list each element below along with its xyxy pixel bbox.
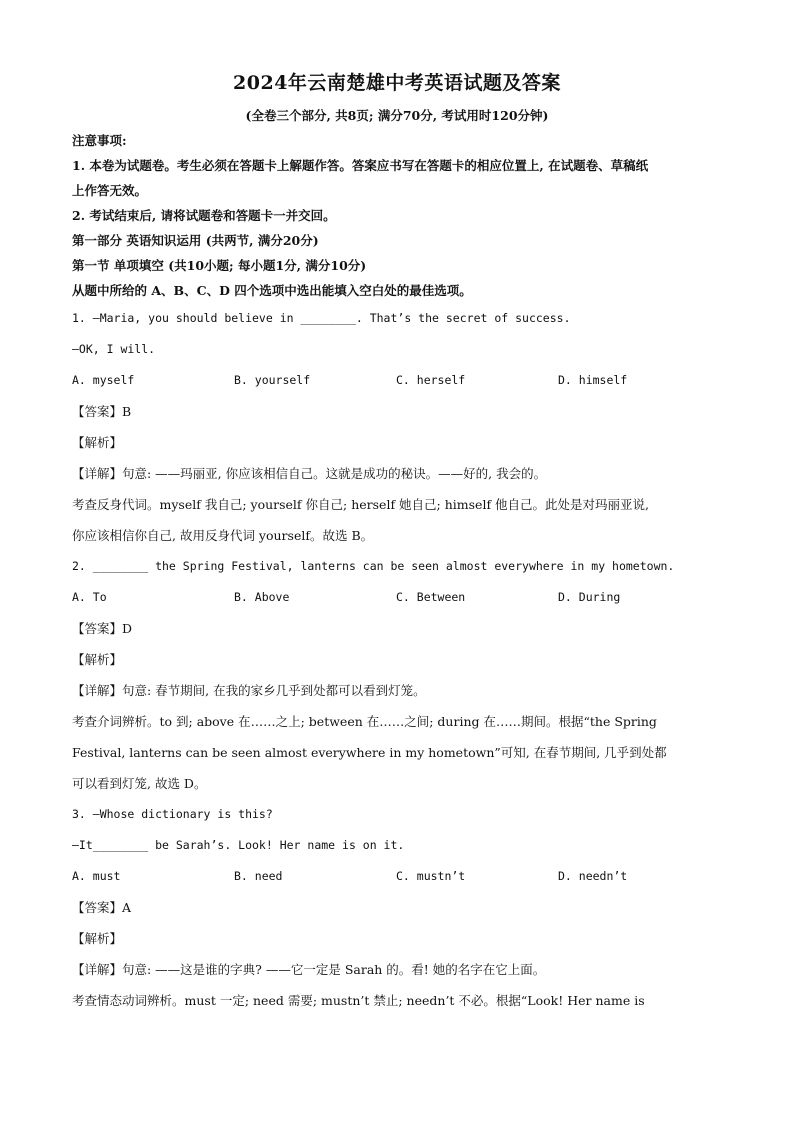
q3-answer: 【答案】A xyxy=(72,900,132,915)
q3-analysis-label: 【解析】 xyxy=(72,931,123,946)
q2-detail: 【详解】句意: 春节期间, 在我的家乡几乎到处都可以看到灯笼。 xyxy=(72,683,426,698)
q2-option-d: D. During xyxy=(558,590,621,604)
q1-response: —OK, I will. xyxy=(72,342,156,356)
document-title: 2024年云南楚雄中考英语试题及答案 xyxy=(233,72,561,94)
document-body xyxy=(72,128,727,1016)
q3-option-c: C. mustn’t xyxy=(396,869,466,883)
q2-options xyxy=(72,582,727,613)
document-subtitle: (全卷三个部分, 共8页; 满分70分, 考试用时120分钟) xyxy=(245,108,549,123)
q1-options xyxy=(72,365,727,396)
q2-explanation-line-2: Festival, lanterns can be seen almost everywhere in my hometown”可知, 在春节期间, 几乎到处都 xyxy=(72,745,667,760)
q2-option-c: C. Between xyxy=(396,590,466,604)
q2-explanation-line-1: 考查介词辨析。to 到; above 在……之上; between 在……之间; during 在……期间。根据“the Spring xyxy=(72,714,657,729)
q2-option-a: A. To xyxy=(72,590,107,604)
q1-explanation-line-2: 你应该相信你自己, 故用反身代词 yourself。故选 B。 xyxy=(72,528,374,543)
q2-option-b: B. Above xyxy=(234,590,290,604)
q1-analysis-label: 【解析】 xyxy=(72,435,123,450)
q1-option-c: C. herself xyxy=(396,373,466,387)
part-1-heading: 第一部分 英语知识运用 (共两节, 满分20分) xyxy=(72,233,319,248)
q3-option-d: D. needn’t xyxy=(558,869,628,883)
section-1-heading: 第一节 单项填空 (共10小题; 每小题1分, 满分10分) xyxy=(72,258,367,273)
q2-explanation-line-3: 可以看到灯笼, 故选 D。 xyxy=(72,776,207,791)
q1-option-d: D. himself xyxy=(558,373,628,387)
q1-stem: 1. —Maria, you should believe in ________. That’s the secret of success. xyxy=(72,311,571,325)
q3-detail: 【详解】句意: ——这是谁的字典? ——它一定是 Sarah 的。看! 她的名字在它上面。 xyxy=(72,962,546,977)
notice-item-1-line-1: 1. 本卷为试题卷。考生必须在答题卡上解题作答。答案应书写在答题卡的相应位置上, 在试题卷、草稿纸 xyxy=(72,158,649,173)
q3-response: —It________ be Sarah’s. Look! Her name is on it. xyxy=(72,838,405,852)
notice-heading: 注意事项: xyxy=(72,133,127,148)
instruction: 从题中所给的 A、B、C、D 四个选项中选出能填入空白处的最佳选项。 xyxy=(72,283,472,298)
q2-answer: 【答案】D xyxy=(72,621,133,636)
q3-option-a: A. must xyxy=(72,869,121,883)
q1-answer: 【答案】B xyxy=(72,404,132,419)
q1-option-a: A. myself xyxy=(72,373,135,387)
q1-explanation-line-1: 考查反身代词。myself 我自己; yourself 你自己; herself 她自己; himself 他自己。此处是对玛丽亚说, xyxy=(72,497,650,512)
q3-explanation-line-1: 考查情态动词辨析。must 一定; need 需要; mustn’t 禁止; needn’t 不必。根据“Look! Her name is xyxy=(72,993,645,1008)
q2-stem: 2. ________ the Spring Festival, lanterns can be seen almost everywhere in my hometown. xyxy=(72,559,675,573)
q1-detail: 【详解】句意: ——玛丽亚, 你应该相信自己。这就是成功的秘诀。——好的, 我会的。 xyxy=(72,466,547,481)
q3-options xyxy=(72,861,727,892)
notice-item-1-line-2: 上作答无效。 xyxy=(72,183,148,198)
notice-item-2: 2. 考试结束后, 请将试题卷和答题卡一并交回。 xyxy=(72,208,336,223)
q3-option-b: B. need xyxy=(234,869,283,883)
q2-analysis-label: 【解析】 xyxy=(72,652,123,667)
q3-stem: 3. —Whose dictionary is this? xyxy=(72,807,273,821)
q1-option-b: B. yourself xyxy=(234,373,311,387)
